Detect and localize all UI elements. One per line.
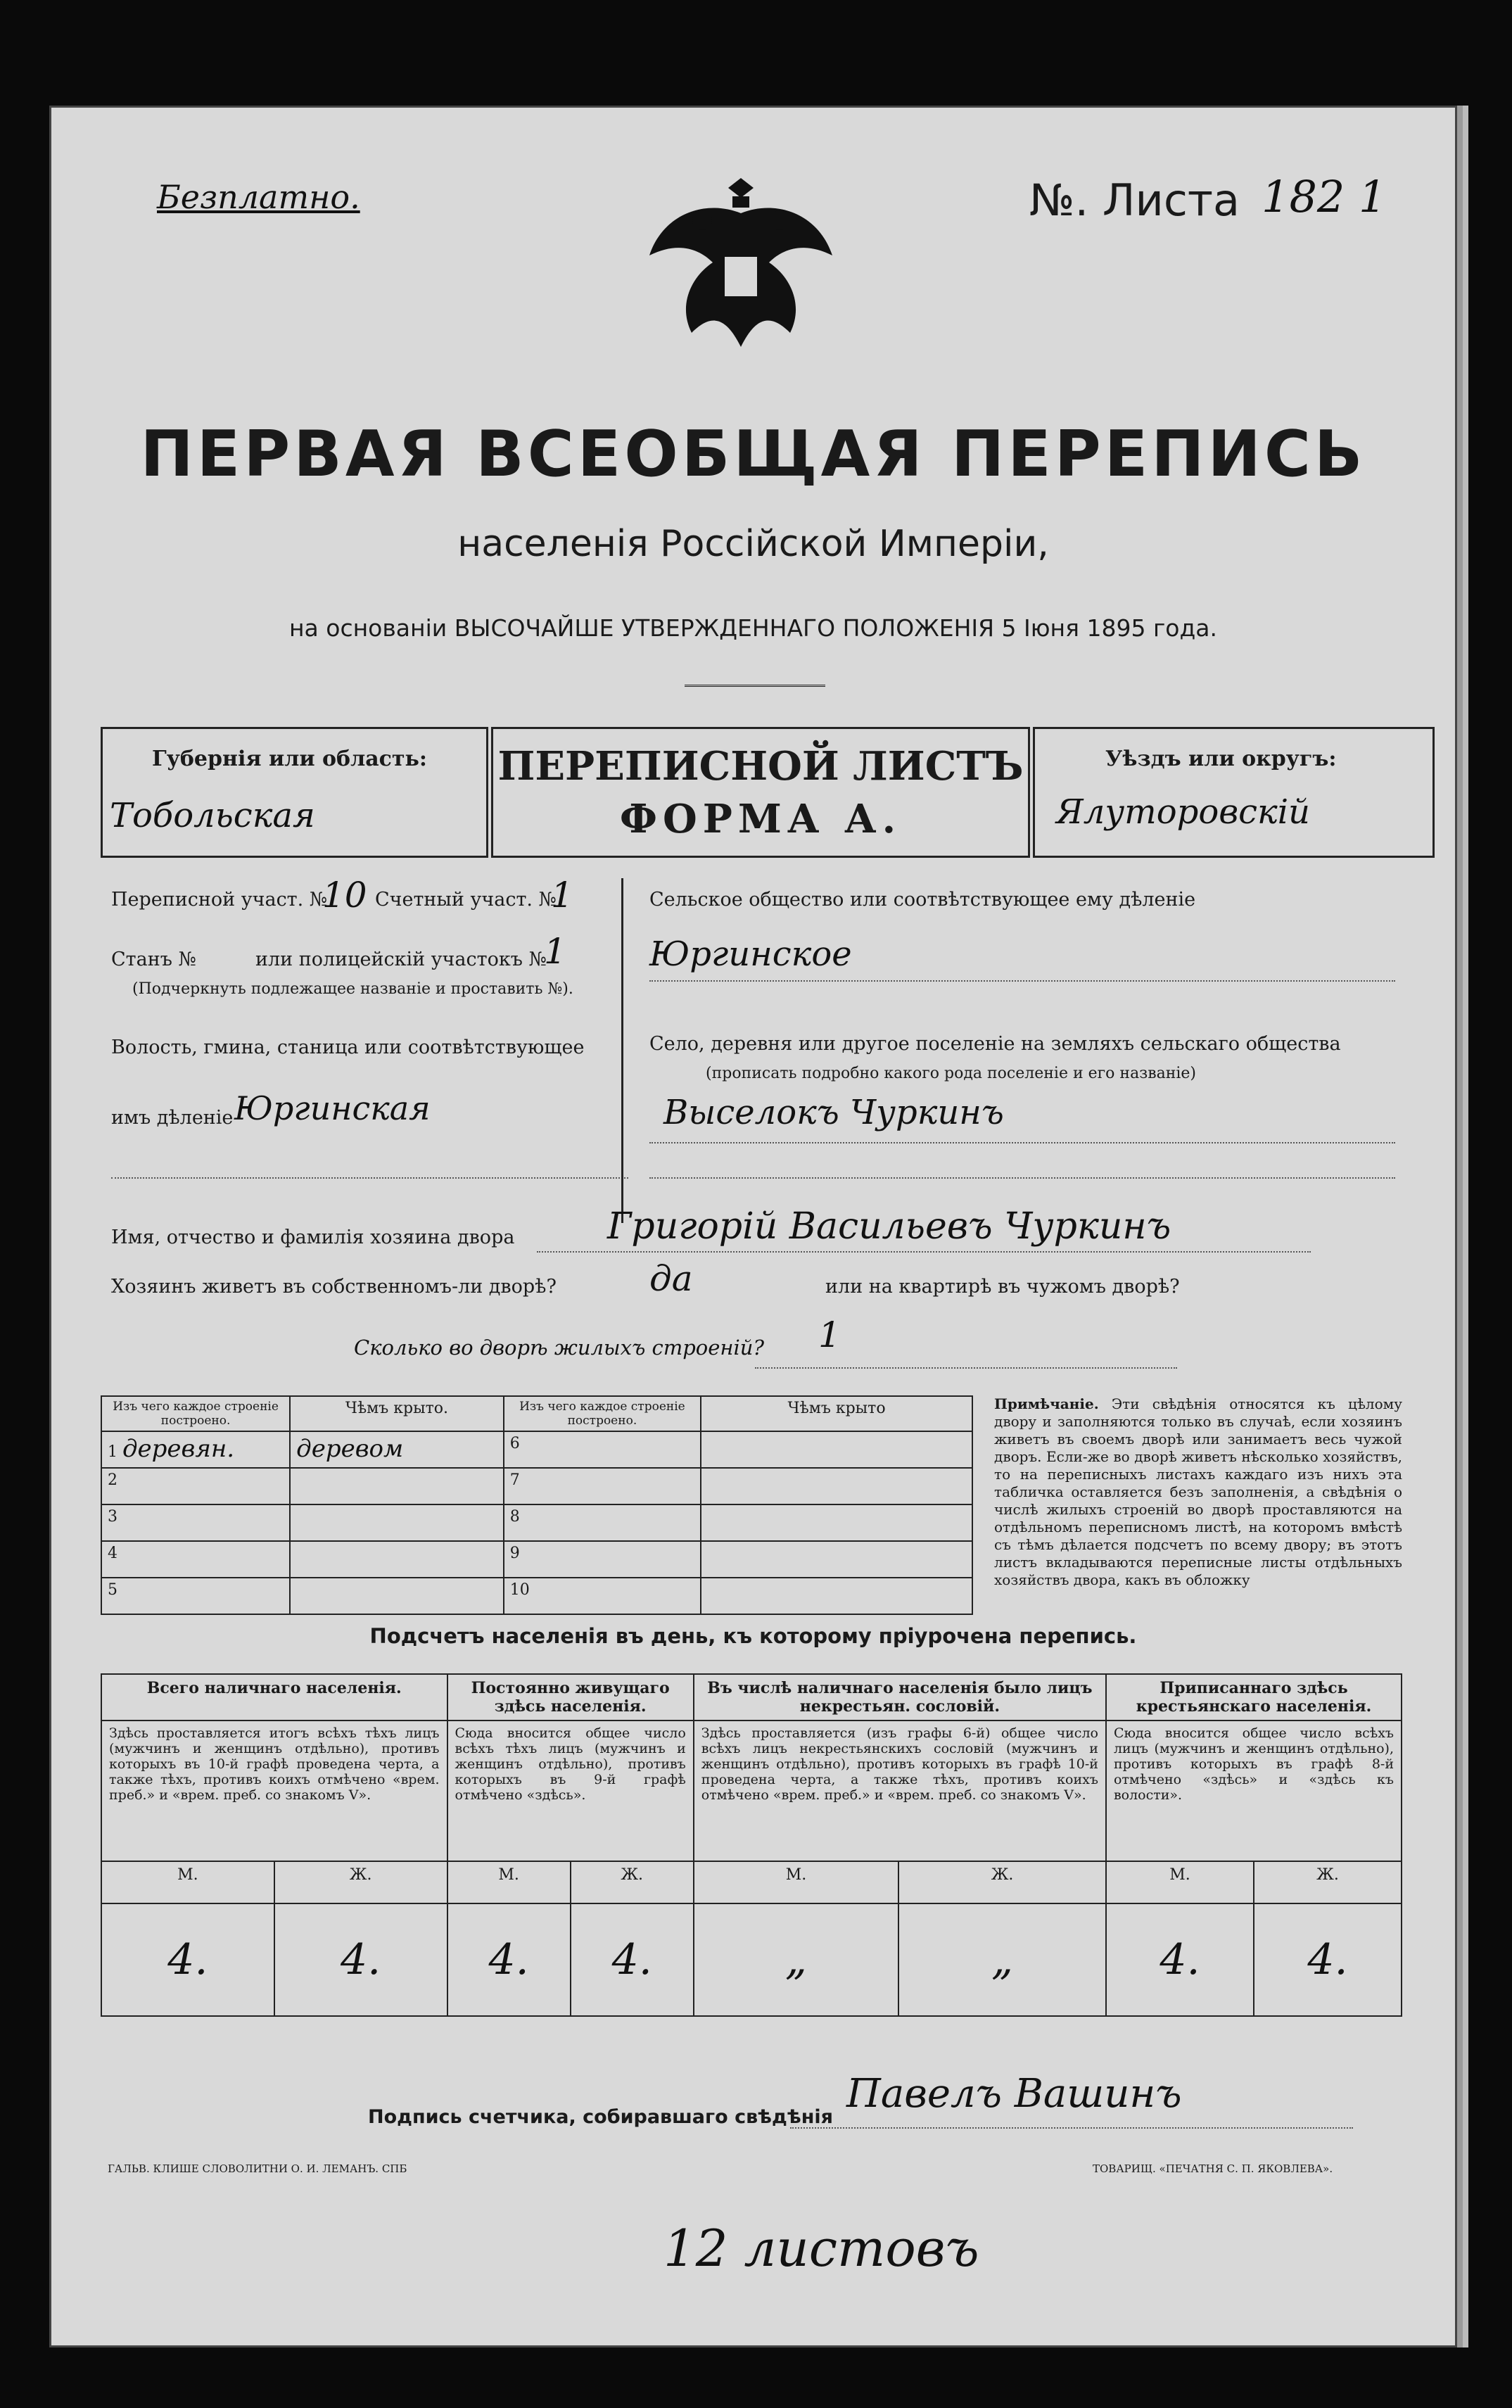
buildings-value: 1 — [818, 1314, 841, 1355]
province-label: Губернія или область: — [152, 747, 427, 771]
division-label: имъ дѣленіе — [111, 1107, 234, 1129]
female-count: 4. — [1254, 1903, 1402, 2016]
note-text: Эти свѣдѣнія относятся къ цѣлому двору и заполняются только въ случаѣ, если хозяинъ живетъ въ своемъ дворѣ или занимаетъ весь чужой дворъ. Если-же во дворѣ живетъ нѣсколько хозяйствъ, то на переписныхъ листахъ каждаго изъ нихъ эта табличка оставляется безъ заполненія, а свѣдѣнія о числѣ жилыхъ строеній во дворѣ проставляются на отдѣльномъ переписномъ листѣ, на которомъ вмѣстѣ съ тѣмъ дѣлается подсчетъ по всему двору; въ этотъ листъ вкладываются переписные листы отдѣльныхъ хозяйствъ двора, какъ въ обложку — [994, 1395, 1402, 1588]
buildings-col-material: Изъ чего каждое строеніе построено. — [101, 1396, 290, 1431]
police-station-label: или полицейскій участокъ № — [255, 949, 547, 970]
field-divider — [621, 878, 623, 1223]
census-district-label: Переписной участ. № — [111, 889, 328, 911]
village-line-2 — [649, 1177, 1395, 1179]
underline-note: (Подчеркнуть подлежащее названіе и проставить №). — [132, 980, 573, 998]
female-count: 4. — [571, 1903, 694, 2016]
free-label: Безплатно. — [157, 178, 360, 216]
society-value: Юргинское — [649, 934, 852, 974]
population-table — [101, 1673, 1402, 2017]
female-header: Ж. — [274, 1861, 447, 1903]
form-title-box — [491, 727, 1030, 858]
female-count: „ — [898, 1903, 1106, 2016]
police-station-value: 1 — [544, 931, 566, 972]
counting-district-label: Счетный участ. № — [375, 889, 557, 911]
buildings-table — [101, 1395, 973, 1615]
village-label: Село, деревня или другое поселеніе на земляхъ сельскаго общества — [649, 1033, 1341, 1055]
signature-label: Подпись счетчика, собиравшаго свѣдѣнія — [368, 2106, 833, 2128]
group-title: Въ числѣ наличнаго населенія было лицъ некрестьян. сословій. — [694, 1674, 1106, 1721]
group-desc: Сюда вносится общее число всѣхъ тѣхъ лицъ (мужчинъ и женщинъ отдѣльно), противъ которыхъ въ 9-й графѣ отмѣчено «здѣсь». — [447, 1721, 694, 1861]
buildings-col-roof-2: Чѣмъ крыто — [701, 1396, 972, 1431]
table-row: 3 — [101, 1504, 290, 1541]
double-headed-eagle-emblem — [635, 171, 846, 354]
group-desc: Сюда вносится общее число всѣхъ лицъ (мужчинъ и женщинъ отдѣльно), противъ которыхъ въ графѣ 8-й отмѣчено «здѣсь» и «здѣсь къ волости». — [1106, 1721, 1402, 1861]
male-header: М. — [694, 1861, 898, 1903]
sheet-count-note: 12 листовъ — [663, 2219, 979, 2278]
district-box — [1033, 727, 1435, 858]
table-cell: 9 — [504, 1541, 701, 1578]
group-title: Постоянно живущаго здѣсь населенія. — [447, 1674, 694, 1721]
table-row: 1 деревян. — [101, 1431, 290, 1468]
group-desc: Здѣсь проставляется итогъ всѣхъ тѣхъ лицъ (мужчинъ и женщинъ отдѣльно), противъ которыхъ въ 10-й графѣ проведена черта, а также тѣхъ, противъ коихъ отмѣчено «врем. преб.» и «врем. преб. со знакомъ V». — [101, 1721, 447, 1861]
male-header: М. — [447, 1861, 571, 1903]
buildings-label: Сколько во дворѣ жилыхъ строеній? — [354, 1336, 765, 1360]
ornament-divider — [685, 685, 825, 687]
female-count: 4. — [274, 1903, 447, 2016]
note-block — [994, 1395, 1402, 1589]
buildings-line — [755, 1367, 1177, 1369]
buildings-col-roof: Чѣмъ крыто. — [290, 1396, 504, 1431]
signature-line — [790, 2127, 1353, 2129]
owner-name-line — [537, 1251, 1311, 1253]
stan-label: Станъ № — [111, 949, 196, 970]
own-yard-label: Хозяинъ живетъ въ собственномъ-ли дворѣ? — [111, 1276, 557, 1298]
signature-value: Павелъ Вашинъ — [846, 2071, 1182, 2117]
group-desc: Здѣсь проставляется (изъ графы 6-й) общее число всѣхъ лицъ некрестьянскихъ сословій (мужчинъ и женщинъ отдѣльно), противъ которыхъ въ графѣ 10-й проведена черта, а также тѣхъ, противъ коихъ отмѣчено «врем. преб.» и «врем. преб. со знакомъ V». — [694, 1721, 1106, 1861]
female-header: Ж. — [571, 1861, 694, 1903]
division-value: Юргинская — [234, 1089, 431, 1127]
legal-basis: на основаніи ВЫСОЧАЙШЕ УТВЕРЖДЕННАГО ПОЛОЖЕНІЯ 5 Іюня 1895 года. — [288, 614, 1218, 642]
form-subtitle: ФОРМА А. — [619, 796, 902, 842]
buildings-col-material-2: Изъ чего каждое строеніе построено. — [504, 1396, 701, 1431]
footer-right: ТОВАРИЩ. «ПЕЧАТНЯ С. П. ЯКОВЛЕВА». — [1093, 2162, 1333, 2175]
table-cell: деревом — [290, 1431, 504, 1468]
table-cell: 7 — [504, 1468, 701, 1504]
page-subtitle: населенія Россійской Имперіи, — [457, 523, 1049, 565]
census-form-page — [49, 106, 1457, 2347]
owner-name-label: Имя, отчество и фамилія хозяина двора — [111, 1227, 515, 1248]
table-cell: 6 — [504, 1431, 701, 1468]
male-count: 4. — [447, 1903, 571, 2016]
village-note: (прописать подробно какого рода поселеніе и его названіе) — [706, 1065, 1196, 1082]
form-title: ПЕРЕПИСНОЙ ЛИСТЪ — [497, 743, 1024, 790]
footer-left: ГАЛЬВ. КЛИШЕ СЛОВОЛИТНИ О. И. ЛЕМАНЪ. СПБ — [108, 2162, 407, 2175]
page-title: ПЕРВАЯ ВСЕОБЩАЯ ПЕРЕПИСЬ — [140, 417, 1366, 491]
male-header: М. — [1106, 1861, 1254, 1903]
table-cell: 8 — [504, 1504, 701, 1541]
male-count: „ — [694, 1903, 898, 2016]
group-title: Всего наличнаго населенія. — [101, 1674, 447, 1721]
sheet-number-value: 182 1 — [1262, 171, 1387, 222]
note-heading: Примѣчаніе. — [994, 1395, 1099, 1412]
owner-name-value: Григорій Васильевъ Чуркинъ — [607, 1205, 1171, 1248]
table-row: 4 — [101, 1541, 290, 1578]
population-heading: Подсчетъ населенія въ день, къ которому пріурочена перепись. — [369, 1624, 1137, 1648]
division-blank-line — [111, 1177, 628, 1179]
province-box — [101, 727, 488, 858]
male-count: 4. — [101, 1903, 274, 2016]
table-row: 2 — [101, 1468, 290, 1504]
table-row: 5 — [101, 1578, 290, 1614]
own-yard-value: да — [649, 1258, 693, 1299]
counting-district-value: 1 — [551, 875, 573, 915]
census-district-value: 10 — [322, 875, 367, 915]
male-header: М. — [101, 1861, 274, 1903]
group-title: Приписаннаго здѣсь крестьянскаго населенія. — [1106, 1674, 1402, 1721]
society-label: Сельское общество или соотвѣтствующее ему дѣленіе — [649, 889, 1196, 911]
table-cell: 10 — [504, 1578, 701, 1614]
village-line — [649, 1142, 1395, 1143]
province-value: Тобольская — [110, 796, 315, 835]
male-count: 4. — [1106, 1903, 1254, 2016]
volost-label: Волость, гмина, станица или соотвѣтствующее — [111, 1037, 585, 1058]
female-header: Ж. — [898, 1861, 1106, 1903]
rented-label: или на квартирѣ въ чужомъ дворѣ? — [825, 1276, 1180, 1298]
female-header: Ж. — [1254, 1861, 1402, 1903]
district-label: Уѣздъ или округъ: — [1105, 747, 1337, 771]
sheet-number-label: №. Листа — [1029, 175, 1240, 226]
village-value: Выселокъ Чуркинъ — [663, 1093, 1004, 1132]
district-value: Ялуторовскій — [1056, 792, 1310, 832]
society-line — [649, 980, 1395, 982]
